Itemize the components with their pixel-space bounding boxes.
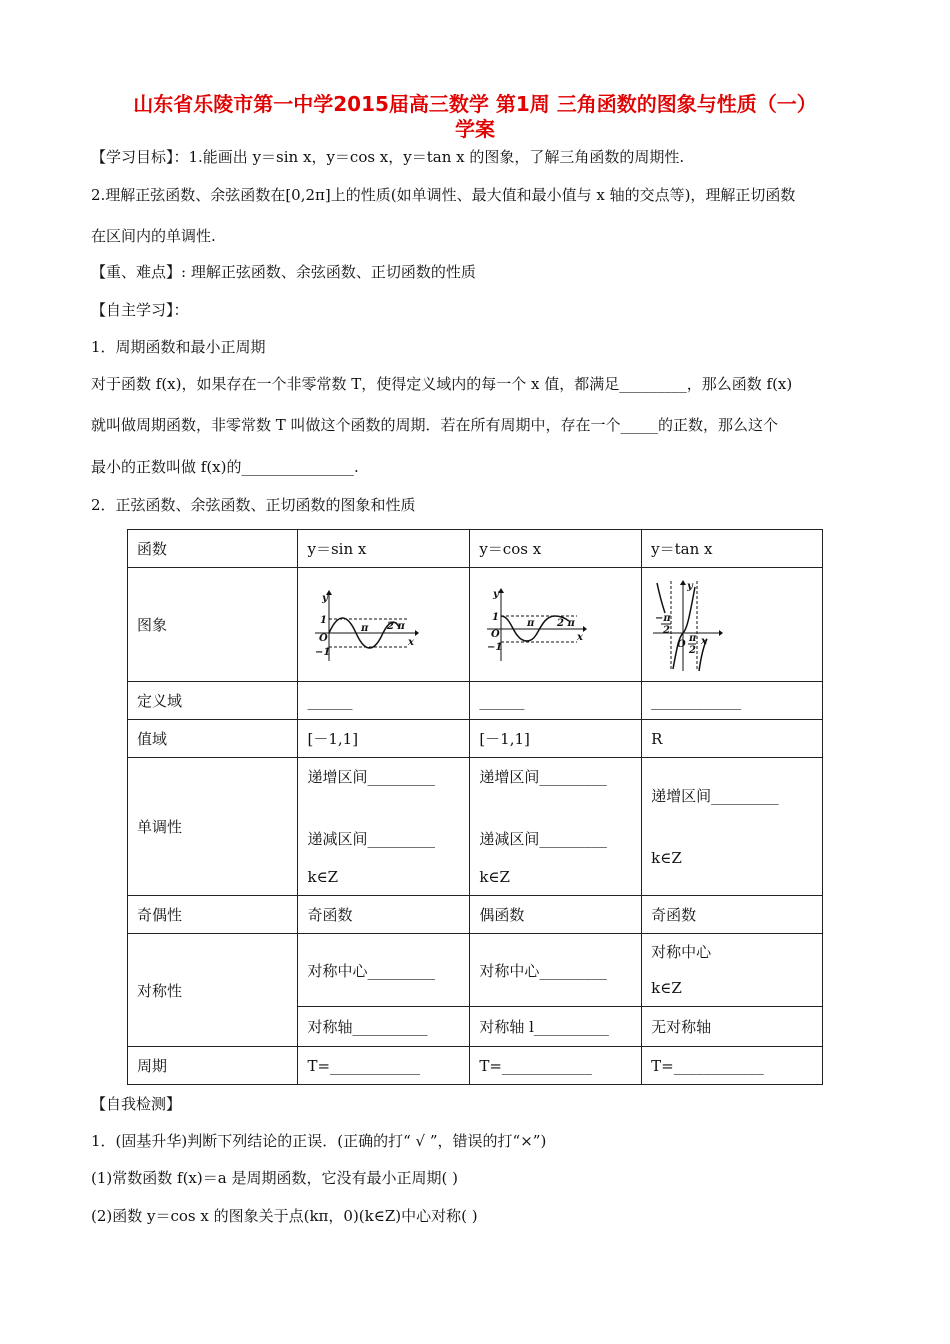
sin-one-label: 1: [320, 614, 328, 626]
tan-center-k: k∈Z: [651, 979, 682, 997]
table-row: [128, 530, 823, 568]
monotonic-label: 单调性: [128, 758, 298, 896]
trig-properties-table: [127, 529, 823, 1085]
table-row: [128, 1047, 823, 1085]
cos-pi-label: π: [527, 617, 535, 629]
self-check-question-1-1: (1)常数函数 f(x)＝a 是周期函数，它没有最小正周期( ): [91, 1169, 458, 1187]
tan-center-text: 对称中心: [651, 943, 712, 961]
period-label: 周期: [128, 1047, 298, 1085]
symmetry-center-tan: [642, 934, 823, 1007]
cos-y-arrow: [498, 588, 504, 593]
tan-origin-label: O: [677, 638, 686, 650]
self-check-question-1: 1．(固基升华)判断下列结论的正误．(正确的打“ √ ”，错误的打“×”): [91, 1132, 547, 1150]
cos-decreasing: 递减区间_________: [479, 829, 607, 848]
self-study-item-1-line-3: 最小的正数叫做 f(x)的_______________.: [91, 458, 359, 476]
tan-pi-label: π: [689, 632, 697, 644]
graph-label: 图象: [128, 568, 298, 682]
self-check-question-1-2: (2)函数 y＝cos x 的图象关于点(kπ，0)(k∈Z)中心对称( ): [91, 1207, 478, 1225]
cos-neg-one-label: −1: [487, 641, 503, 653]
tan-branch-center: [673, 587, 695, 669]
cos-k-condition: k∈Z: [479, 867, 510, 886]
tan-x-label: x: [701, 635, 708, 647]
period-sin: T=____________: [298, 1047, 470, 1085]
header-function: 函数: [128, 530, 298, 568]
header-cos: y＝cos x: [470, 530, 642, 568]
sin-two-pi-label: 2 π: [387, 620, 406, 632]
sin-x-arrow: [415, 630, 419, 636]
table-row: [128, 896, 823, 934]
sin-x-label: x: [408, 636, 415, 648]
title-line-1: 山东省乐陵市第一中学2015届高三数学 第1周 三角函数的图象与性质（一）: [133, 92, 817, 116]
sin-graph-cell: [298, 568, 470, 682]
parity-tan: 奇函数: [642, 896, 823, 934]
tan-x-arrow: [719, 630, 723, 636]
cos-graph: [479, 585, 591, 665]
tan-pos-two-label: 2: [689, 644, 697, 656]
cos-y-label: y: [493, 588, 500, 600]
symmetry-axis-tan: 无对称轴: [642, 1007, 823, 1047]
sin-y-label: y: [322, 592, 329, 604]
parity-cos: 偶函数: [470, 896, 642, 934]
domain-tan: ____________: [642, 682, 823, 720]
sin-decreasing: 递减区间_________: [307, 829, 435, 848]
self-check-heading: 【自我检测】: [91, 1095, 182, 1113]
domain-label: 定义域: [128, 682, 298, 720]
cos-increasing: 递增区间_________: [479, 767, 607, 786]
cos-two-pi-label: 2 π: [557, 617, 576, 629]
title-line-2: 学案: [455, 117, 495, 141]
tan-graph-cell: [642, 568, 823, 682]
symmetry-label: 对称性: [128, 934, 298, 1047]
header-sin: y＝sin x: [298, 530, 470, 568]
learning-goal-3: 在区间内的单调性.: [91, 227, 216, 245]
range-cos: [－1,1]: [470, 720, 642, 758]
parity-label: 奇偶性: [128, 896, 298, 934]
header-tan: y＝tan x: [642, 530, 823, 568]
symmetry-axis-sin: 对称轴__________: [298, 1007, 470, 1047]
self-study-item-2-title: 2．正弦函数、余弦函数、正切函数的图象和性质: [91, 496, 416, 514]
table-row: [128, 682, 823, 720]
table-row: [128, 720, 823, 758]
table-row: [128, 934, 823, 1007]
tan-neg-pi-label: −π: [655, 612, 671, 624]
domain-sin: ______: [298, 682, 470, 720]
range-sin: [－1,1]: [298, 720, 470, 758]
tan-y-arrow: [680, 580, 686, 585]
tan-neg-two-label: 2: [663, 624, 671, 636]
period-cos: T=____________: [470, 1047, 642, 1085]
cos-origin-label: O: [491, 628, 501, 640]
domain-cos: ______: [470, 682, 642, 720]
monotonic-sin: [298, 758, 470, 896]
range-tan: R: [642, 720, 823, 758]
learning-goal-2: 2.理解正弦函数、余弦函数在[0,2π]上的性质(如单调性、最大值和最小值与 x 轴的交点等)，理解正切函数: [91, 186, 796, 204]
page-title: [60, 92, 890, 142]
tan-graph: [651, 577, 727, 673]
symmetry-axis-cos: 对称轴 l__________: [470, 1007, 642, 1047]
table-row: [128, 758, 823, 896]
sin-pi-label: π: [361, 622, 369, 634]
monotonic-tan: [642, 758, 823, 896]
monotonic-cos: [470, 758, 642, 896]
range-label: 值域: [128, 720, 298, 758]
self-study-item-1-line-1: 对于函数 f(x)，如果存在一个非零常数 T，使得定义域内的每一个 x 值，都满足_________，那么函数 f(x): [91, 375, 793, 393]
cos-graph-cell: [470, 568, 642, 682]
period-tan: T=____________: [642, 1047, 823, 1085]
tan-k-condition: k∈Z: [651, 848, 682, 867]
symmetry-center-cos: 对称中心_________: [470, 934, 642, 1007]
sin-neg-one-label: −1: [315, 646, 331, 658]
sin-origin-label: O: [319, 632, 329, 644]
sin-graph: [307, 585, 419, 665]
sin-k-condition: k∈Z: [307, 867, 339, 886]
self-study-heading: 【自主学习】：: [91, 301, 189, 319]
symmetry-center-sin: 对称中心_________: [298, 934, 470, 1007]
self-study-item-1-title: 1．周期函数和最小正周期: [91, 338, 266, 356]
table-row: [128, 568, 823, 682]
key-points: 【重、难点】: 理解正弦函数、余弦函数、正切函数的性质: [91, 263, 476, 281]
sin-increasing: 递增区间_________: [307, 767, 435, 786]
tan-y-label: y: [687, 580, 693, 592]
cos-x-label: x: [577, 631, 584, 643]
cos-x-arrow: [583, 626, 587, 632]
learning-goal-1: 【学习目标】：1.能画出 y＝sin x，y＝cos x，y＝tan x 的图象，了解三角函数的周期性.: [91, 148, 685, 166]
cos-one-label: 1: [492, 611, 500, 623]
self-study-item-1-line-2: 就叫做周期函数，非零常数 T 叫做这个函数的周期．若在所有周期中，存在一个_____的正数，那么这个: [91, 416, 779, 434]
parity-sin: 奇函数: [298, 896, 470, 934]
tan-increasing: 递增区间_________: [651, 786, 779, 805]
tan-branch-left: [657, 583, 665, 613]
